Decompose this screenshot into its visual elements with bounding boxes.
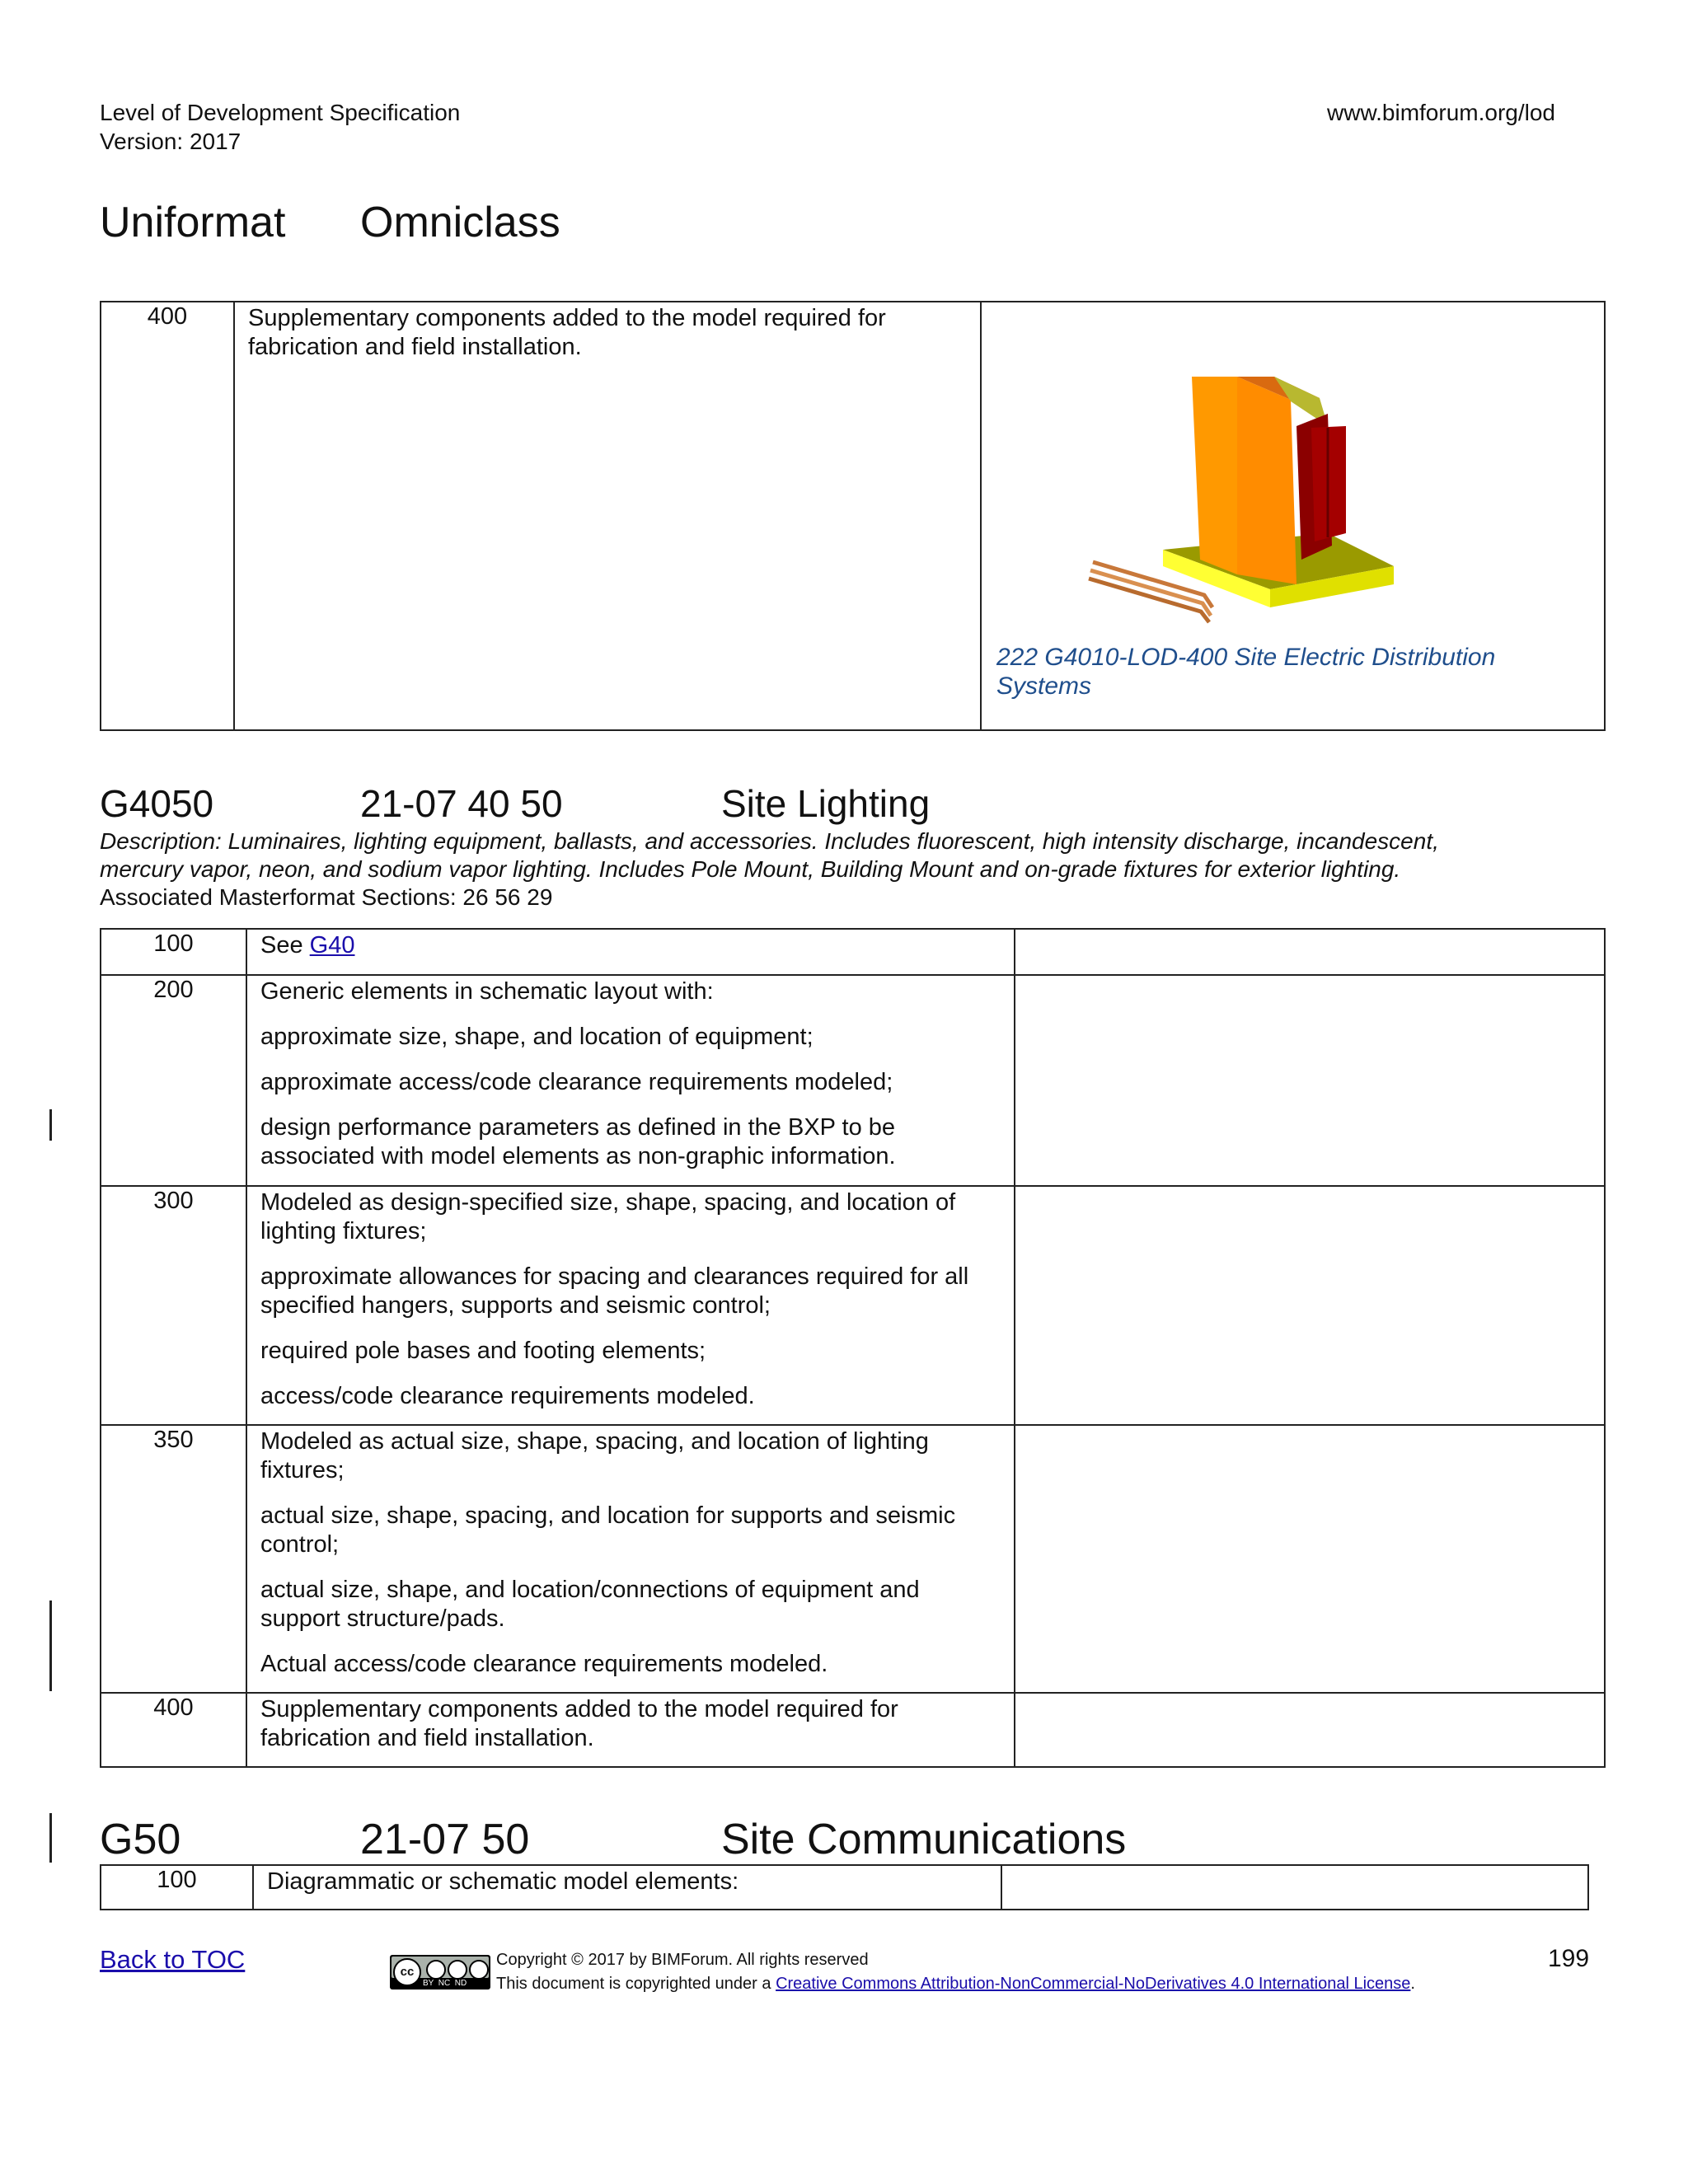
- change-bar: [49, 1601, 52, 1691]
- lod-image-cell: [1015, 929, 1605, 975]
- table-row: [101, 1693, 1605, 1767]
- license-text: [496, 1972, 1415, 1995]
- lod-text: Modeled as actual size, shape, spacing, and location of lighting fixtures;: [260, 1428, 929, 1483]
- lod-text: Actual access/code clearance requirements modeled.: [260, 1651, 828, 1677]
- lod-level: 400: [101, 1693, 246, 1767]
- table-row: [101, 1186, 1605, 1425]
- lod-image-cell: [1015, 1186, 1605, 1425]
- table-row: [101, 1865, 1588, 1910]
- back-to-toc-link[interactable]: Back to TOC: [100, 1945, 246, 1974]
- lod-description: [246, 1693, 1015, 1767]
- change-bar: [49, 1813, 52, 1863]
- section-name: Site Lighting: [721, 782, 931, 825]
- section-omniclass: 21-07 40 50: [360, 782, 563, 825]
- lod-image-cell: [981, 302, 1605, 730]
- license-prefix: This document is copyrighted under a: [496, 1975, 776, 1993]
- change-bar: [49, 1109, 52, 1141]
- lod-text: Modeled as design-specified size, shape, spacing, and location of lighting fixtures;: [260, 1189, 956, 1244]
- lod-text: approximate allowances for spacing and clearances required for all specified hangers, supports and seismic control;: [260, 1263, 969, 1319]
- omniclass-heading: Omniclass: [360, 199, 560, 246]
- lod-text: actual size, shape, and location/connections of equipment and support structure/pads.: [260, 1577, 920, 1632]
- electrical-equipment-3d-model-icon: [1081, 368, 1394, 632]
- figure-caption: 222 G4010-LOD-400 Site Electric Distribution: [996, 644, 1496, 671]
- previous-lod-table: [100, 301, 1606, 731]
- lod-image-cell: [1015, 1425, 1605, 1693]
- copyright-text: Copyright © 2017 by BIMForum. All rights reserved: [496, 1951, 869, 1969]
- document-version: Version: 2017: [100, 129, 241, 154]
- uniformat-heading: Uniformat: [100, 199, 286, 246]
- section-omniclass: 21-07 50: [360, 1816, 530, 1863]
- lod-level: 300: [101, 1186, 246, 1425]
- lod-description: [234, 302, 981, 730]
- lod-description: [246, 975, 1015, 1186]
- table-row: [101, 302, 1605, 730]
- section-code: G50: [100, 1816, 181, 1863]
- lod-image-cell: [1015, 975, 1605, 1186]
- document-title: Level of Development Specification: [100, 100, 461, 125]
- lod-text: design performance parameters as defined in the BXP to be associated with model elements as non-graphic information.: [260, 1114, 896, 1169]
- header-url: www.bimforum.org/lod: [1327, 100, 1555, 125]
- see-text: See: [260, 932, 310, 958]
- table-row: [101, 1425, 1605, 1693]
- lod-level: 200: [101, 975, 246, 1186]
- g4050-lod-table: [100, 928, 1606, 1768]
- lod-description: [246, 1425, 1015, 1693]
- lod-level: 100: [101, 929, 246, 975]
- lod-text: required pole bases and footing elements;: [260, 1338, 706, 1364]
- lod-description: [253, 1865, 1001, 1910]
- lod-text: Supplementary components added to the model required for fabrication and field installation.: [248, 305, 886, 360]
- section-description-line: Description: Luminaires, lighting equipment, ballasts, and accessories. Includes fluorescent, high intensity discharge, incandescent,: [100, 828, 1439, 854]
- lod-level: 400: [101, 302, 234, 730]
- section-code: G4050: [100, 782, 214, 825]
- g50-lod-table: [100, 1864, 1589, 1910]
- lod-text: approximate access/code clearance requirements modeled;: [260, 1069, 893, 1095]
- table-row: [101, 975, 1605, 1186]
- lod-description: [246, 929, 1015, 975]
- page-number: 199: [1548, 1945, 1590, 1972]
- lod-image-cell: [1015, 1693, 1605, 1767]
- lod-image-cell: [1001, 1865, 1588, 1910]
- figure-caption-cont: Systems: [996, 673, 1092, 700]
- lod-text: actual size, shape, spacing, and location for supports and seismic control;: [260, 1502, 956, 1558]
- license-suffix: .: [1410, 1975, 1415, 1993]
- lod-text: Generic elements in schematic layout with:: [260, 978, 714, 1005]
- lod-description: [246, 1186, 1015, 1425]
- section-name: Site Communications: [721, 1816, 1127, 1863]
- lod-text: Diagrammatic or schematic model elements:: [267, 1868, 739, 1895]
- creative-commons-by-nc-nd-icon: cc BY NC ND: [390, 1955, 490, 1990]
- lod-text: approximate size, shape, and location of equipment;: [260, 1024, 814, 1050]
- section-description: [100, 827, 1439, 883]
- lod-text: access/code clearance requirements modeled.: [260, 1383, 755, 1409]
- section-description-line: mercury vapor, neon, and sodium vapor lighting. Includes Pole Mount, Building Mount and on-grade fixtures for exterior lighting.: [100, 856, 1401, 882]
- masterformat-sections: Associated Masterformat Sections: 26 56 29: [100, 884, 553, 910]
- table-row: [101, 929, 1605, 975]
- g40-link[interactable]: G40: [309, 932, 355, 958]
- lod-level: 100: [101, 1865, 253, 1910]
- license-link[interactable]: Creative Commons Attribution-NonCommercial-NoDerivatives 4.0 International License: [776, 1975, 1411, 1993]
- lod-level: 350: [101, 1425, 246, 1693]
- lod-text: Supplementary components added to the model required for fabrication and field installation.: [260, 1696, 898, 1751]
